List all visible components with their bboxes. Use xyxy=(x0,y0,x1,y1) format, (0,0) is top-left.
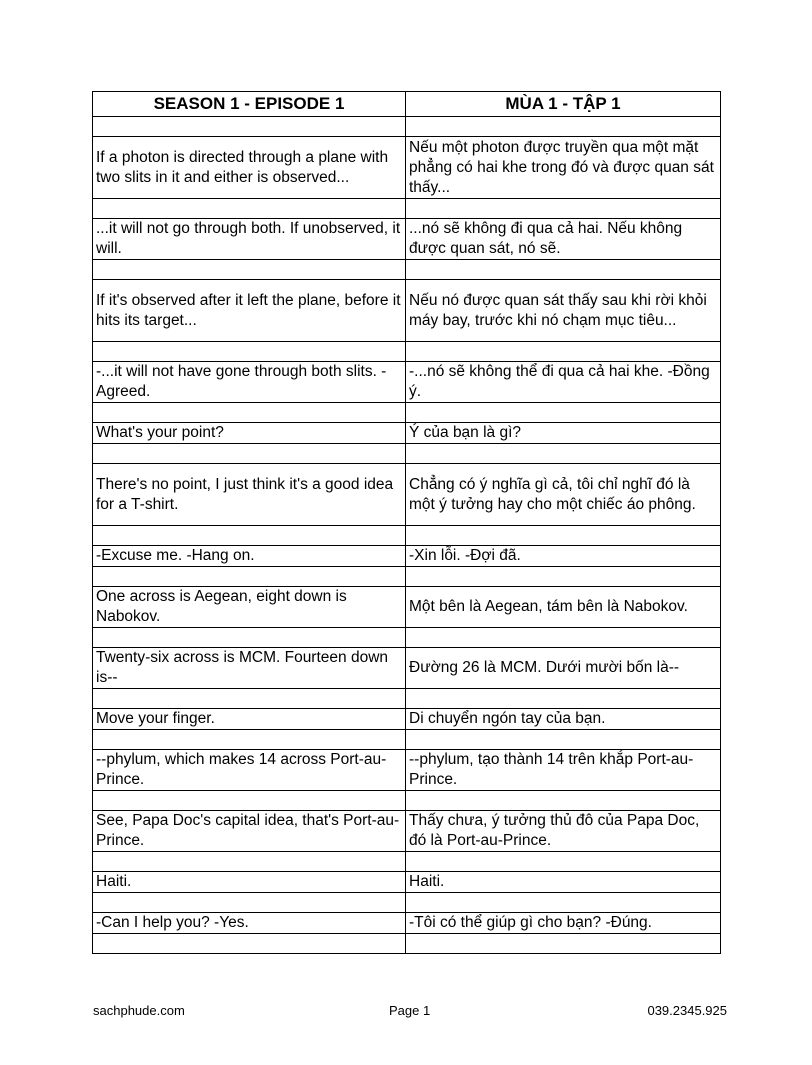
vietnamese-line-cell: Ý của bạn là gì? xyxy=(406,423,721,444)
table-row xyxy=(93,117,721,137)
table-row xyxy=(93,464,721,526)
table-row xyxy=(93,852,721,872)
vietnamese-line-cell xyxy=(406,893,721,913)
english-line-cell xyxy=(93,403,406,423)
english-line-cell xyxy=(93,934,406,954)
table-row xyxy=(93,689,721,709)
vietnamese-line-cell xyxy=(406,444,721,464)
header-vietnamese: MÙA 1 - TẬP 1 xyxy=(406,92,721,117)
english-line-cell: -Excuse me. -Hang on. xyxy=(93,546,406,567)
header-row xyxy=(93,92,721,117)
english-line-cell xyxy=(93,342,406,362)
vietnamese-line-cell xyxy=(406,117,721,137)
table-row xyxy=(93,913,721,934)
vietnamese-line-cell: -...nó sẽ không thể đi qua cả hai khe. -Đồng ý. xyxy=(406,362,721,403)
vietnamese-line-cell xyxy=(406,934,721,954)
table-row xyxy=(93,893,721,913)
table-row xyxy=(93,587,721,628)
table-row xyxy=(93,750,721,791)
vietnamese-line-cell: Một bên là Aegean, tám bên là Nabokov. xyxy=(406,587,721,628)
vietnamese-line-cell xyxy=(406,199,721,219)
subtitle-table xyxy=(92,91,721,954)
vietnamese-line-cell xyxy=(406,628,721,648)
table-row xyxy=(93,199,721,219)
vietnamese-line-cell xyxy=(406,403,721,423)
vietnamese-line-cell: ...nó sẽ không đi qua cả hai. Nếu không được quan sát, nó sẽ. xyxy=(406,219,721,260)
table-row xyxy=(93,709,721,730)
table-row xyxy=(93,811,721,852)
vietnamese-line-cell: -Tôi có thể giúp gì cho bạn? -Đúng. xyxy=(406,913,721,934)
english-line-cell: -...it will not have gone through both slits. -Agreed. xyxy=(93,362,406,403)
english-line-cell xyxy=(93,526,406,546)
table-row xyxy=(93,526,721,546)
english-line-cell xyxy=(93,689,406,709)
english-line-cell: If a photon is directed through a plane with two slits in it and either is observed... xyxy=(93,137,406,199)
table-row xyxy=(93,260,721,280)
english-line-cell xyxy=(93,260,406,280)
vietnamese-line-cell xyxy=(406,852,721,872)
table-row xyxy=(93,628,721,648)
vietnamese-line-cell: Nếu một photon được truyền qua một mặt phẳng có hai khe trong đó và được quan sát thấy... xyxy=(406,137,721,199)
vietnamese-line-cell xyxy=(406,526,721,546)
english-line-cell xyxy=(93,117,406,137)
table-row xyxy=(93,444,721,464)
english-line-cell xyxy=(93,852,406,872)
english-line-cell: Twenty-six across is MCM. Fourteen down is-- xyxy=(93,648,406,689)
english-line-cell xyxy=(93,893,406,913)
english-line-cell: Move your finger. xyxy=(93,709,406,730)
table-row xyxy=(93,934,721,954)
vietnamese-line-cell xyxy=(406,730,721,750)
footer-page-number: Page 1 xyxy=(389,1003,431,1018)
vietnamese-line-cell: Thấy chưa, ý tưởng thủ đô của Papa Doc, đó là Port-au-Prince. xyxy=(406,811,721,852)
english-line-cell: There's no point, I just think it's a good idea for a T-shirt. xyxy=(93,464,406,526)
table-row xyxy=(93,280,721,342)
vietnamese-line-cell: Haiti. xyxy=(406,872,721,893)
table-row xyxy=(93,567,721,587)
english-line-cell: Haiti. xyxy=(93,872,406,893)
vietnamese-line-cell: Chẳng có ý nghĩa gì cả, tôi chỉ nghĩ đó là một ý tưởng hay cho một chiếc áo phông. xyxy=(406,464,721,526)
vietnamese-line-cell xyxy=(406,260,721,280)
table-row xyxy=(93,648,721,689)
vietnamese-line-cell: --phylum, tạo thành 14 trên khắp Port-au-Prince. xyxy=(406,750,721,791)
english-line-cell: --phylum, which makes 14 across Port-au-Prince. xyxy=(93,750,406,791)
vietnamese-line-cell xyxy=(406,689,721,709)
english-line-cell: What's your point? xyxy=(93,423,406,444)
english-line-cell xyxy=(93,730,406,750)
footer-website: sachphude.com xyxy=(93,1003,185,1018)
english-line-cell xyxy=(93,199,406,219)
table-row xyxy=(93,872,721,893)
table-row xyxy=(93,423,721,444)
english-line-cell: One across is Aegean, eight down is Nabokov. xyxy=(93,587,406,628)
footer-phone: 039.2345.925 xyxy=(647,1003,727,1018)
english-line-cell: ...it will not go through both. If unobserved, it will. xyxy=(93,219,406,260)
vietnamese-line-cell: Di chuyển ngón tay của bạn. xyxy=(406,709,721,730)
english-line-cell xyxy=(93,567,406,587)
english-line-cell xyxy=(93,628,406,648)
vietnamese-line-cell xyxy=(406,791,721,811)
table-row xyxy=(93,137,721,199)
table-row xyxy=(93,791,721,811)
vietnamese-line-cell xyxy=(406,342,721,362)
english-line-cell: If it's observed after it left the plane, before it hits its target... xyxy=(93,280,406,342)
english-line-cell: -Can I help you? -Yes. xyxy=(93,913,406,934)
table-row xyxy=(93,403,721,423)
table-row xyxy=(93,219,721,260)
table-row xyxy=(93,546,721,567)
table-row xyxy=(93,342,721,362)
vietnamese-line-cell: -Xin lỗi. -Đợi đã. xyxy=(406,546,721,567)
table-row xyxy=(93,362,721,403)
vietnamese-line-cell: Đường 26 là MCM. Dưới mười bốn là-- xyxy=(406,648,721,689)
vietnamese-line-cell: Nếu nó được quan sát thấy sau khi rời khỏi máy bay, trước khi nó chạm mục tiêu... xyxy=(406,280,721,342)
english-line-cell xyxy=(93,791,406,811)
english-line-cell: See, Papa Doc's capital idea, that's Port-au-Prince. xyxy=(93,811,406,852)
table-row xyxy=(93,730,721,750)
header-english: SEASON 1 - EPISODE 1 xyxy=(93,92,406,117)
english-line-cell xyxy=(93,444,406,464)
vietnamese-line-cell xyxy=(406,567,721,587)
